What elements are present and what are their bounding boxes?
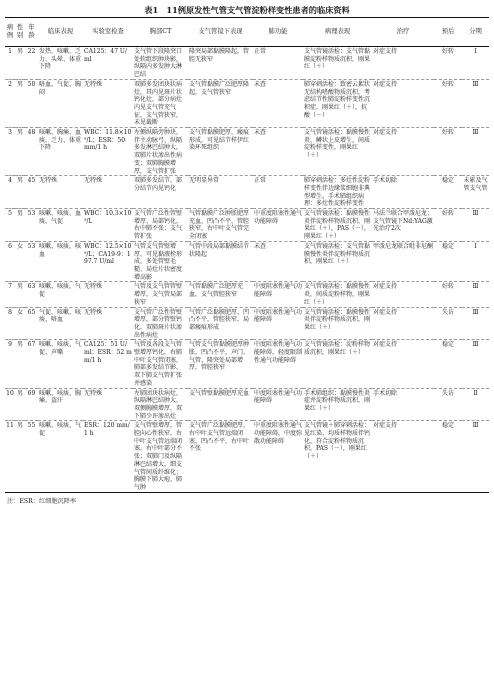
table-cell: 无特殊	[83, 176, 133, 209]
table-body	[5, 47, 489, 493]
table-cell: 咳嗽、咳痰、气促	[38, 282, 83, 307]
table-cell: CA125：51 U/ml；ESR：52 mm/1 h	[83, 340, 133, 388]
table-cell: 支气管镜＋肺穿刺活检：见红染、均质样物质伴钙化，符合淀粉样物质沉积，PAS（－），刚果红（＋）	[303, 421, 372, 492]
column-header: 年龄	[25, 18, 38, 47]
table-cell: 对症支持	[372, 47, 434, 80]
column-header: 性别	[15, 18, 25, 47]
table-row	[5, 209, 489, 242]
table-cell: 7	[5, 282, 15, 307]
table-cell: 手术肺组织：黏膜慢性炎症并淀粉样物质沉积，刚果红（＋）	[303, 388, 372, 421]
table-row	[5, 47, 489, 80]
table-cell: 肺穿刺活检：致密云絮状无结构嗜酸物质沉积，考虑结节性肺淀粉样变性沉积症，刚果红（＋），抗酸（－）	[303, 79, 372, 127]
table-cell: 中度阻塞性通气功能障碍	[253, 282, 303, 307]
table-cell: 55	[25, 421, 38, 492]
table-cell: 左肺团块状病灶，纵隔淋巴结肿大，双侧胸膜增厚，双下肺少许渗出灶	[133, 388, 188, 421]
table-cell: 气促、咳嗽、咳痰、咯血	[38, 307, 83, 340]
table-cell: 支气管壁黏膜肥厚充血	[188, 388, 253, 421]
table-cell: 中重度阻塞性通气功能障碍	[253, 209, 303, 242]
table-cell: 好转	[434, 209, 462, 242]
table-row	[5, 128, 489, 176]
table-cell: 63	[25, 282, 38, 307]
column-header: 临床表现	[38, 18, 83, 47]
table-cell: 未查	[253, 79, 303, 127]
table-cell: CA125：47 U/ml	[83, 47, 133, 80]
table-cell: Ⅲ	[462, 79, 489, 127]
table-cell: 好转	[434, 79, 462, 127]
table-cell: 双肺多发团块状病灶，其内见斑片状钙化灶，部分病灶内见支气管充气征，支气管狭窄，未见截断	[133, 79, 188, 127]
table-cell: 未查	[253, 128, 303, 176]
table-cell: 男	[15, 128, 25, 176]
table-cell: 正常	[253, 176, 303, 209]
table-cell: 稳定	[434, 176, 462, 209]
table-cell: 53	[25, 209, 38, 242]
table-cell: 48	[25, 128, 38, 176]
table-cell: 无特殊	[83, 282, 133, 307]
column-header: 治疗	[372, 18, 434, 47]
table-cell: Ⅱ	[462, 388, 489, 421]
table-cell: Ⅲ	[462, 209, 489, 242]
table-cell: 左侧纵隔旁肿块，伴主动脉弓、纵隔多发淋巴结肿大，双肺片状渗出性病变；双肺胸膜增厚，支气管扩张	[133, 128, 188, 176]
table-cell: 中重度阻塞性通气功能障碍，中度弥散功能障碍	[253, 421, 303, 492]
table-cell: 对症支持	[372, 79, 434, 127]
table-cell: 男	[15, 176, 25, 209]
table-cell: 65	[25, 307, 38, 340]
table-cell: 气管广泛黏膜肥厚，凹凸不平，管腔狭窄，局部瘢痕形成	[188, 307, 253, 340]
table-row	[5, 307, 489, 340]
table-cell: 支气管黏膜广泛肥厚隆起，支气管狭窄	[188, 79, 253, 127]
table-cell: 支气管广泛黏膜肥厚，右中叶支气管远端闭塞，凹凸不平，右中叶不张	[188, 421, 253, 492]
table-cell: 2	[5, 79, 15, 127]
table-cell: Ⅲ	[462, 128, 489, 176]
column-header: 实验室检查	[83, 18, 133, 47]
column-header: 胸部CT	[133, 18, 188, 47]
table-cell: 3	[5, 128, 15, 176]
table-cell: 气管及各段支气管壁增厚钙化，右肺中叶支气管闭塞，肺部多发结节影，双下肺支气管扩张并感染	[133, 340, 188, 388]
table-cell: 对症支持	[372, 421, 434, 492]
table-cell: 67	[25, 340, 38, 388]
table-cell: 10	[5, 388, 15, 421]
table-cell: 中度阻塞性通气功能障碍，轻度限制性通气功能障碍	[253, 340, 303, 388]
column-header: 病例	[5, 18, 15, 47]
table-cell: 支气管镜活检：支气管黏膜慢性炎伴淀粉样物质沉积，刚果红（＋）	[303, 241, 372, 282]
table-cell: 中度阻塞性通气功能障碍	[253, 388, 303, 421]
table-cell: 男	[15, 79, 25, 127]
table-cell: 气管支气管壁增厚，可见黏液栓形成，多处管壁毛糙、局灶片状密度增高影	[133, 241, 188, 282]
table-cell: 对症支持	[372, 128, 434, 176]
table-cell: 咳嗽、咳痰、咳血	[38, 241, 83, 282]
table-cell: 男	[15, 388, 25, 421]
table-cell: 女	[15, 241, 25, 282]
table-cell: 支气管广泛性管壁增厚，部分管壁钙化，双肺斑片状渗出性病灶	[133, 307, 188, 340]
table-header-row	[5, 18, 489, 47]
table-cell: 好转	[434, 128, 462, 176]
table-cell: Ⅲ	[462, 340, 489, 388]
table-cell: WBC：11.8×10⁹/L；ESR：50 mm/1 h	[83, 128, 133, 176]
table-cell: 失访	[434, 388, 462, 421]
table-cell: 对症支持	[372, 307, 434, 340]
table-cell: 无特殊	[83, 307, 133, 340]
table-cell: 咯血、气促、胸闷	[38, 79, 83, 127]
table-cell: 失访	[434, 307, 462, 340]
column-header: 病理表现	[303, 18, 372, 47]
table-row	[5, 421, 489, 492]
clinical-data-table	[5, 17, 489, 493]
table-cell: 无特殊	[38, 176, 83, 209]
table-cell: 手术切除	[372, 388, 434, 421]
table-cell: 双肺多发结节，部分结节内见钙化	[133, 176, 188, 209]
table-cell: 咳嗽、咳痰、气促、声嘶	[38, 340, 83, 388]
table-cell: 气管及支气管管壁增厚，支气管局部狭窄	[133, 282, 188, 307]
table-cell: 咳嗽、胸痛、血痰、乏力、体重下降	[38, 128, 83, 176]
table-cell: 气管支气管黏膜肥厚肿胀，凹凸不平，声门、气管、隆突处局部增厚，管腔狭窄	[188, 340, 253, 388]
table-row	[5, 241, 489, 282]
table-cell: 支气管广泛性管壁增厚、局部钙化，右中肺不张；支气管扩张	[133, 209, 188, 242]
table-cell: 男	[15, 340, 25, 388]
column-header: 肺功能	[253, 18, 303, 47]
table-cell: 好转	[434, 282, 462, 307]
table-cell: 支气管下段隆突口处软组织肿块影，纵隔内多发肿大淋巴结	[133, 47, 188, 80]
table-cell: 6	[5, 241, 15, 282]
table-cell: 未累及气管支气管	[462, 176, 489, 209]
table-cell: 咳嗽、咳痰、血痰、气促	[38, 209, 83, 242]
table-cell: 甲泼尼龙联合吡非尼酮	[372, 241, 434, 282]
table-cell: 无特殊	[83, 79, 133, 127]
table-cell: 气管中段局部黏膜结节状隆起	[188, 241, 253, 282]
column-header: 预后	[434, 18, 462, 47]
table-cell: 1	[5, 47, 15, 80]
table-cell: 稳定	[434, 340, 462, 388]
table-cell: 咳嗽、咳痰、胸痛、盗汗	[38, 388, 83, 421]
table-cell: 45	[25, 176, 38, 209]
table-cell: 对症支持	[372, 340, 434, 388]
table-cell: 气管黏膜广泛肥厚充血，支气管腔狭窄	[188, 282, 253, 307]
table-cell: 22	[25, 47, 38, 80]
table-row	[5, 340, 489, 388]
table-cell: 隆突局部黏膜隆起，管腔无狭窄	[188, 47, 253, 80]
table-cell: WBC：12.5×10⁹/L；CA19-9：197.7 U/ml	[83, 241, 133, 282]
table-cell: 咳嗽、咳痰、气促	[38, 421, 83, 492]
table-cell: 马法兰联合甲泼尼龙；支气管镜下Nd:YAG激光治疗2次	[372, 209, 434, 242]
table-cell: 肺穿刺活检：多灶性淀粉样变性伴边缘浆细胞非典型增生。手术肺组织病理：多灶性淀粉样变性	[304, 177, 371, 208]
table-cell: 好转	[434, 47, 462, 80]
table-row	[5, 282, 489, 307]
table-cell: 5	[5, 209, 15, 242]
table-cell: 男	[15, 282, 25, 307]
table-cell: 支气管壁增厚，管腔向心性狭窄，右中叶支气管远端闭塞，右中叶部分不张；双肺门及纵隔淋巴结增大，细支气管间质纤维化；胸膜下肺大疱、肺气肿	[133, 421, 188, 492]
table-row	[5, 79, 489, 127]
table-caption: 表1 11例原发性气管支气管淀粉样变性患者的临床资料	[144, 5, 350, 15]
table-cell: 支气管黏膜肥厚，瘢痕形成，可见结节样伊红染环死组织	[188, 128, 253, 176]
table-cell: 手术切除	[372, 176, 434, 209]
table-cell: 女	[15, 307, 25, 340]
column-header: 支气管镜下表现	[188, 18, 253, 47]
table-cell: 发热、咳嗽、乏力、头晕、体重下降	[38, 47, 83, 80]
table-cell: Ⅰ	[462, 241, 489, 282]
table-cell: 支气管镜活检：淀粉样物质沉积，刚果红（＋）	[303, 340, 372, 388]
table-cell: 正常	[253, 47, 303, 80]
table-cell: 稳定	[434, 241, 462, 282]
table-row	[5, 388, 489, 421]
table-cell: Ⅰ	[462, 47, 489, 80]
table-cell: Ⅲ	[462, 421, 489, 492]
table-cell: 中度阻塞性通气功能障碍	[253, 307, 303, 340]
table-cell: 53	[25, 241, 38, 282]
table-cell: 50	[25, 79, 38, 127]
table-cell: 支气管镜活检：黏膜慢性炎，间质淀粉样物，刚果红（＋）	[304, 283, 371, 306]
table-cell: 稳定	[434, 421, 462, 492]
table-row	[5, 176, 489, 209]
table-cell: 男	[15, 421, 25, 492]
table-cell: 69	[25, 388, 38, 421]
document-page	[5, 4, 489, 505]
table-cell: 4	[5, 176, 15, 209]
table-cell: 无明显异常	[188, 176, 253, 209]
table-cell: 支气管镜活检：黏膜慢性炎伴淀粉样物质沉积，刚果红（＋）	[303, 307, 372, 340]
table-cell: 男	[15, 209, 25, 242]
table-footnote: 注：ESR：红细胞沉降率	[7, 497, 77, 505]
table-cell: Ⅲ	[462, 282, 489, 307]
table-cell: Ⅲ	[462, 307, 489, 340]
table-cell: 11	[5, 421, 15, 492]
table-cell: 9	[5, 340, 15, 388]
table-cell: ESR：120 mm/1 h	[83, 421, 133, 492]
table-cell: 未查	[253, 241, 303, 282]
table-cell: 支气管镜活检：黏膜慢性炎伴淀粉样物质沉积，刚果红（＋），PAS（－），刚果红（＋）	[304, 210, 371, 241]
table-cell: 无特殊	[83, 388, 133, 421]
table-cell: 对症支持	[372, 282, 434, 307]
table-cell: 8	[5, 307, 15, 340]
table-cell: 气管黏膜广泛肿胀肥厚充血，凹凸不平，管腔狭窄，右中叶支气管完全闭塞	[188, 209, 253, 242]
table-cell: WBC：10.3×10⁹/L	[83, 209, 133, 242]
column-header: 分期	[462, 18, 489, 47]
table-cell: 支气管镜活检：黏膜慢性炎，鳞状上皮增生，间质淀粉样变性，刚果红（＋）	[303, 128, 372, 176]
table-cell: 男	[15, 47, 25, 80]
table-cell: 支气管镜活检：支气管黏膜淀粉样物质沉积，刚果红（＋）	[303, 47, 372, 80]
